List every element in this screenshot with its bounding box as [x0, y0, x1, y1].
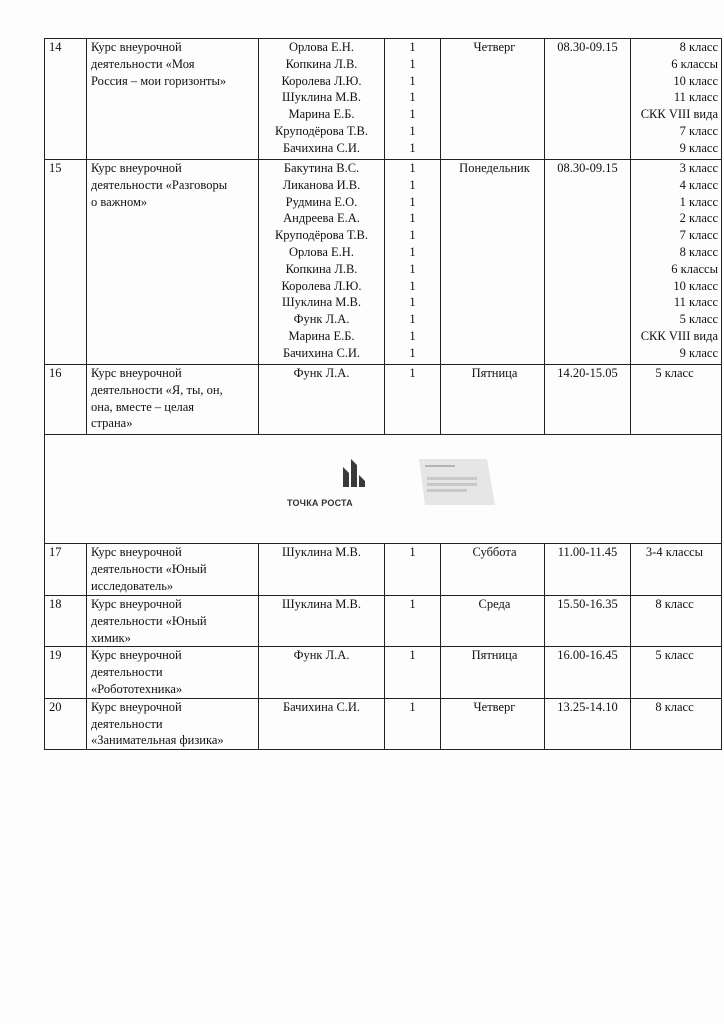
course-line: деятельности «Я, ты, он,	[91, 382, 223, 397]
teacher-name: Бакутина В.С.	[283, 161, 360, 175]
teacher-name: Ликанова И.В.	[282, 177, 361, 192]
time-value: 13.25-14.10	[557, 699, 618, 714]
day-value: Четверг	[473, 699, 516, 714]
teacher-cell	[259, 698, 385, 749]
teacher-name: Марина Е.Б.	[288, 107, 355, 122]
hours-value: 1	[409, 90, 416, 105]
hours-cell	[385, 698, 441, 749]
class-value: 5 класс	[679, 312, 718, 327]
teacher-name: Шуклина М.В.	[282, 597, 361, 611]
row-number: 20	[49, 699, 62, 714]
course-line: «Робототехника»	[91, 681, 183, 696]
class-value: 11 класс	[673, 295, 718, 310]
class-value: 6 классы	[671, 261, 718, 276]
course-line: Курс внеурочной	[91, 648, 182, 663]
row-number: 19	[49, 648, 62, 663]
day-cell	[441, 365, 545, 435]
teacher-name: Королева Л.Ю.	[281, 73, 362, 88]
teacher-cell	[259, 544, 385, 596]
teacher-name: Круподёрова Т.В.	[274, 228, 369, 243]
hours-cell	[385, 544, 441, 596]
course-line: страна»	[91, 416, 133, 431]
class-cell	[631, 160, 722, 365]
time-cell	[545, 160, 631, 365]
row-number-cell	[45, 39, 87, 160]
row-number: 16	[49, 366, 62, 380]
hours-value: 1	[409, 140, 416, 155]
hours-value: 1	[409, 312, 416, 327]
class-value: 2 класс	[679, 211, 718, 226]
class-value: 6 классы	[671, 56, 718, 71]
teacher-name: Функ Л.А.	[293, 648, 350, 663]
time-cell	[545, 698, 631, 749]
course-line: о важном»	[91, 194, 148, 209]
course-cell	[87, 596, 259, 647]
day-value: Пятница	[471, 366, 518, 380]
time-cell	[545, 39, 631, 160]
class-cell	[631, 596, 722, 647]
class-value: 10 класс	[673, 73, 718, 88]
table-row	[45, 544, 722, 596]
teacher-cell	[259, 160, 385, 365]
course-line: деятельности «Юный	[91, 561, 207, 576]
class-value: 8 класс	[679, 244, 718, 259]
row-number: 15	[49, 161, 62, 175]
hours-value: 1	[409, 244, 416, 259]
teacher-name: Рудмина Е.О.	[285, 194, 358, 209]
hours-value: 1	[409, 597, 416, 611]
time-value: 15.50-16.35	[557, 597, 618, 611]
course-cell	[87, 39, 259, 160]
class-value: 8 класс	[679, 40, 718, 54]
teacher-name: Копкина Л.В.	[285, 261, 358, 276]
teacher-name: Бачихина С.И.	[282, 699, 361, 714]
logo-row-group	[45, 435, 722, 544]
table-row	[45, 365, 722, 435]
table-body-top	[45, 39, 722, 435]
class-value: 9 класс	[679, 140, 718, 155]
hours-cell	[385, 160, 441, 365]
hours-value: 1	[409, 345, 416, 360]
hours-value: 1	[409, 648, 416, 663]
hours-cell	[385, 365, 441, 435]
hours-value: 1	[409, 228, 416, 243]
teacher-name: Функ Л.А.	[293, 312, 350, 327]
logo-caption: ТОЧКА РОСТА	[287, 498, 353, 508]
row-number: 18	[49, 597, 62, 611]
class-cell	[631, 544, 722, 596]
class-value: СКК VIII вида	[640, 328, 718, 343]
class-value: 1 класс	[679, 194, 718, 209]
hours-value: 1	[409, 278, 416, 293]
hours-value: 1	[409, 261, 416, 276]
course-line: она, вместе – целая	[91, 399, 195, 414]
table-row	[45, 596, 722, 647]
course-cell	[87, 544, 259, 596]
day-cell	[441, 698, 545, 749]
teacher-name: Андреева Е.А.	[283, 211, 360, 226]
hours-value: 1	[409, 40, 416, 54]
day-cell	[441, 544, 545, 596]
class-value: 10 класс	[673, 278, 718, 293]
class-cell	[631, 365, 722, 435]
course-line: Курс внеурочной	[91, 161, 182, 175]
day-value: Пятница	[471, 648, 518, 663]
time-value: 14.20-15.05	[557, 366, 618, 380]
row-number: 14	[49, 40, 62, 54]
hours-value: 1	[409, 366, 416, 380]
day-value: Среда	[478, 597, 511, 611]
row-number: 17	[49, 545, 62, 559]
teacher-name: Круподёрова Т.В.	[274, 123, 369, 138]
course-line: Курс внеурочной	[91, 40, 182, 54]
teacher-name: Шуклина М.В.	[282, 90, 361, 105]
hours-value: 1	[409, 107, 416, 122]
day-value: Четверг	[473, 40, 516, 54]
row-number-cell	[45, 596, 87, 647]
course-line: Россия – мои горизонты»	[91, 73, 227, 88]
row-number-cell	[45, 647, 87, 698]
teacher-name: Королева Л.Ю.	[281, 278, 362, 293]
row-number-cell	[45, 160, 87, 365]
teacher-name: Марина Е.Б.	[288, 328, 355, 343]
time-cell	[545, 365, 631, 435]
teacher-cell	[259, 365, 385, 435]
day-cell	[441, 647, 545, 698]
course-line: деятельности	[91, 716, 163, 731]
hours-cell	[385, 39, 441, 160]
teacher-name: Шуклина М.В.	[282, 295, 361, 310]
hours-value: 1	[409, 295, 416, 310]
day-value: Суббота	[472, 545, 517, 559]
tochka-rosta-logo	[287, 457, 497, 517]
class-value: 3-4 классы	[645, 545, 704, 559]
class-value: 11 класс	[673, 90, 718, 105]
teacher-name: Шуклина М.В.	[282, 545, 361, 559]
schedule-document	[44, 38, 721, 750]
course-line: исследователь»	[91, 578, 174, 593]
schedule-table	[44, 38, 722, 750]
class-cell	[631, 698, 722, 749]
course-line: деятельности «Разговоры	[91, 177, 228, 192]
hours-value: 1	[409, 545, 416, 559]
logo-cell	[45, 435, 722, 544]
teacher-name: Копкина Л.В.	[285, 56, 358, 71]
table-row	[45, 160, 722, 365]
partner-logo-icon	[417, 457, 497, 507]
table-row	[45, 39, 722, 160]
teacher-name: Бачихина С.И.	[282, 345, 361, 360]
hours-value: 1	[409, 161, 416, 175]
class-cell	[631, 647, 722, 698]
day-cell	[441, 596, 545, 647]
hours-value: 1	[409, 73, 416, 88]
teacher-name: Орлова Е.Н.	[289, 40, 354, 54]
class-value: 9 класс	[679, 345, 718, 360]
course-cell	[87, 365, 259, 435]
class-value: 7 класс	[679, 123, 718, 138]
hours-value: 1	[409, 123, 416, 138]
course-line: деятельности «Юный	[91, 613, 207, 628]
class-value: 4 класс	[679, 177, 718, 192]
day-cell	[441, 39, 545, 160]
course-cell	[87, 698, 259, 749]
day-cell	[441, 160, 545, 365]
class-value: 3 класс	[679, 161, 718, 175]
hours-value: 1	[409, 211, 416, 226]
class-value: СКК VIII вида	[640, 107, 718, 122]
time-cell	[545, 596, 631, 647]
hours-value: 1	[409, 328, 416, 343]
table-row	[45, 647, 722, 698]
logo-row	[45, 435, 722, 544]
teacher-cell	[259, 596, 385, 647]
row-number-cell	[45, 544, 87, 596]
course-line: Курс внеурочной	[91, 699, 182, 714]
course-line: Курс внеурочной	[91, 366, 182, 380]
row-number-cell	[45, 365, 87, 435]
table-body-bottom	[45, 544, 722, 750]
teacher-name: Функ Л.А.	[293, 366, 350, 380]
teacher-name: Бачихина С.И.	[282, 140, 361, 155]
time-value: 08.30-09.15	[557, 40, 618, 54]
course-cell	[87, 647, 259, 698]
time-cell	[545, 544, 631, 596]
teacher-cell	[259, 647, 385, 698]
time-cell	[545, 647, 631, 698]
class-value: 8 класс	[655, 699, 694, 714]
course-line: химик»	[91, 630, 131, 645]
time-value: 11.00-11.45	[557, 545, 618, 559]
course-line: деятельности «Моя	[91, 56, 195, 71]
class-value: 5 класс	[655, 648, 694, 663]
time-value: 16.00-16.45	[557, 648, 618, 663]
course-cell	[87, 160, 259, 365]
hours-value: 1	[409, 194, 416, 209]
hours-value: 1	[409, 56, 416, 71]
hours-value: 1	[409, 699, 416, 714]
course-line: Курс внеурочной	[91, 597, 182, 611]
hours-value: 1	[409, 177, 416, 192]
hours-cell	[385, 596, 441, 647]
class-value: 8 класс	[655, 597, 694, 611]
class-value: 5 класс	[655, 366, 694, 380]
course-line: «Занимательная физика»	[91, 733, 224, 748]
time-value: 08.30-09.15	[557, 161, 618, 175]
course-line: Курс внеурочной	[91, 545, 182, 559]
day-value: Понедельник	[459, 161, 530, 175]
row-number-cell	[45, 698, 87, 749]
teacher-name: Орлова Е.Н.	[289, 244, 354, 259]
table-row	[45, 698, 722, 749]
teacher-cell	[259, 39, 385, 160]
course-line: деятельности	[91, 665, 163, 680]
class-value: 7 класс	[679, 228, 718, 243]
hours-cell	[385, 647, 441, 698]
class-cell	[631, 39, 722, 160]
